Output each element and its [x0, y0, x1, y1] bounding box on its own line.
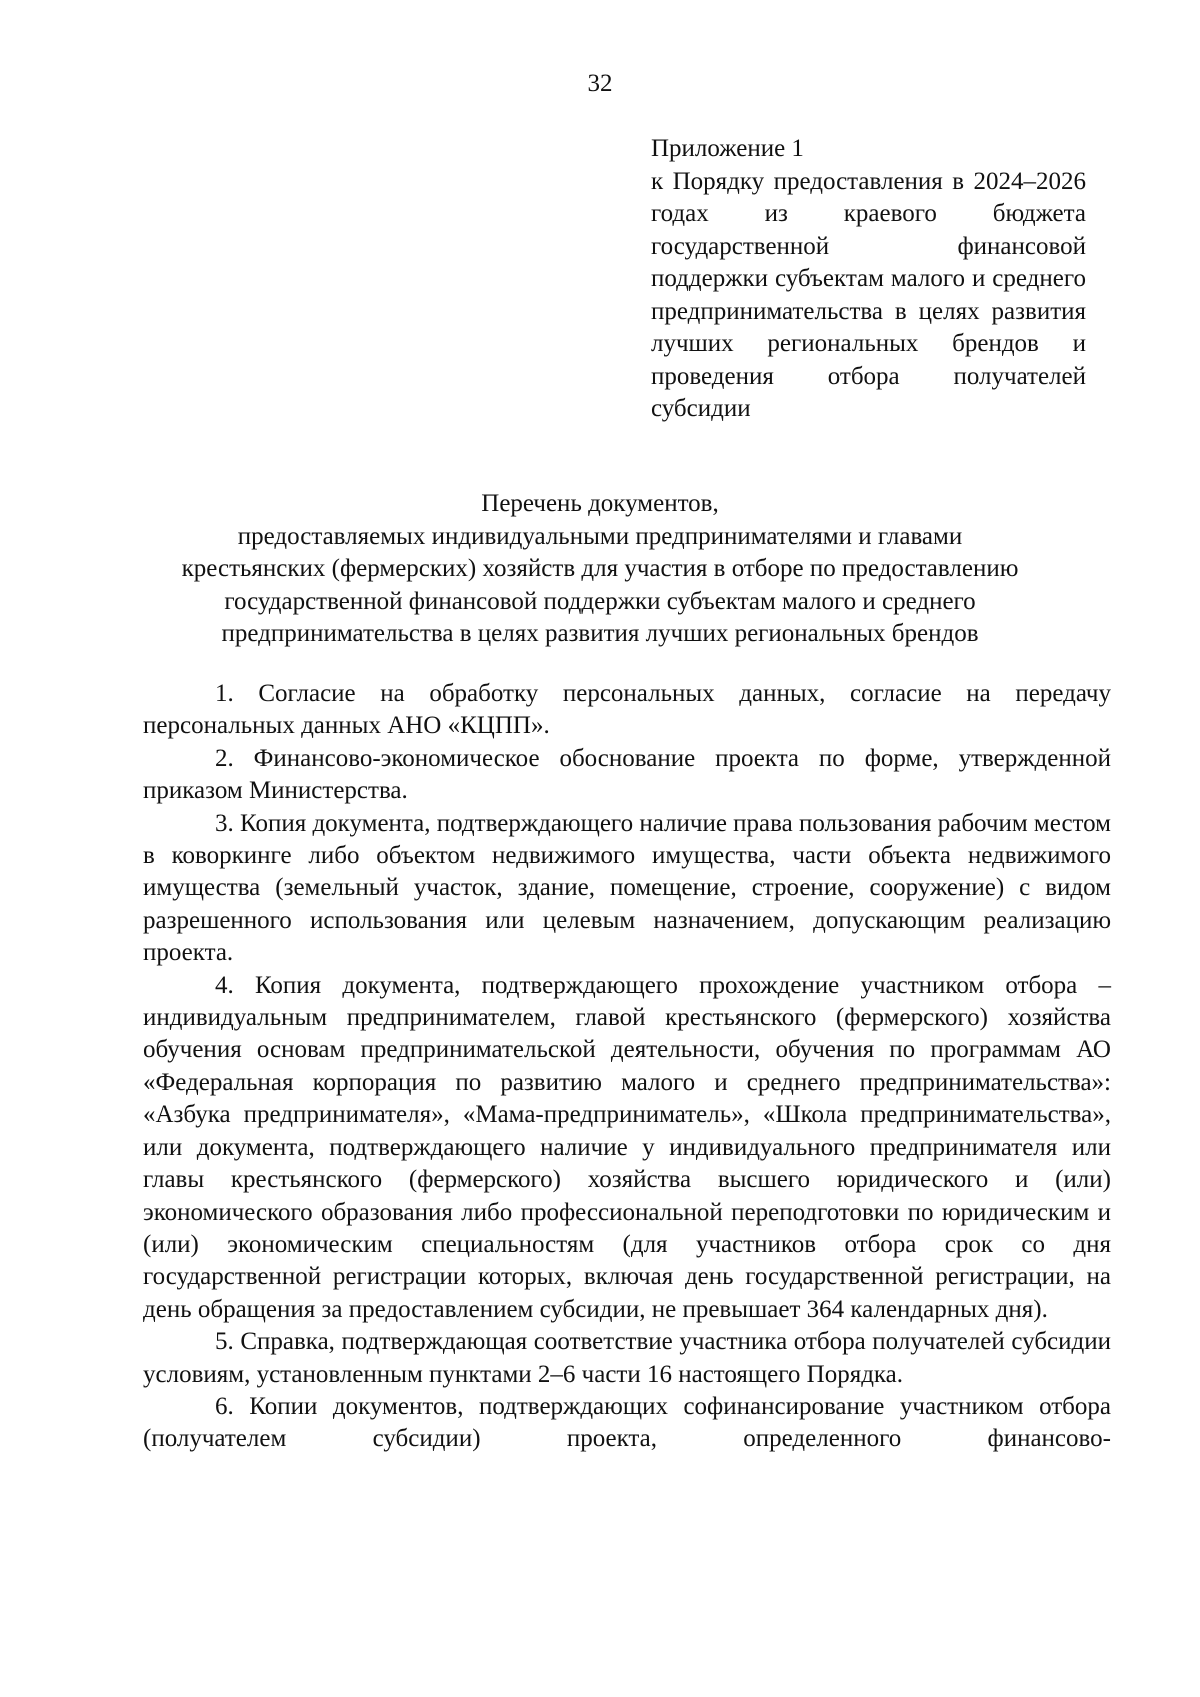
title-line-3: крестьянских (фермерских) хозяйств для участия в отборе по предоставлению: [181, 555, 1019, 582]
document-title: [130, 488, 1070, 651]
title-line-5: предпринимательства в целях развития лучших региональных брендов: [221, 620, 979, 647]
list-item-6: 6. Копии документов, подтверждающих софинансирование участником отбора (получателем субсидии) проекта, определенного финансово-: [143, 1392, 1111, 1453]
list-item-2: 2. Финансово-экономическое обоснование проекта по форме, утвержденной приказом Министерства.: [143, 744, 1111, 805]
appendix-label: Приложение 1: [651, 135, 804, 162]
appendix-text: к Порядку предоставления в 2024–2026 годах из краевого бюджета государственной финансовой поддержки субъектам малого и среднего предпринимательства в целях развития лучших региональных брендов и проведения отбора получателей субсидии: [651, 167, 1086, 422]
list-item-4: 4. Копия документа, подтверждающего прохождение участником отбора – индивидуальным предпринимателем, главой крестьянского (фермерского) хозяйства обучения основам предпринимательской деятельности, обучения по программам АО «Федеральная корпорация по развитию малого и среднего предпринимательства»: «Азбука предпринимателя», «Мама-предприниматель», «Школа предпринимательства», или документа, подтверждающего наличие у индивидуального предпринимателя или главы крестьянского (фермерского) хозяйства высшего юридического и (или) экономического образования либо профессиональной переподготовки по юридическим и (или) экономическим специальностям (для участников отбора срок со дня государственной регистрации которых, включая день государственной регистрации, на день обращения за предоставлением субсидии, не превышает 364 календарных дня).: [143, 971, 1111, 1323]
title-line-4: государственной финансовой поддержки субъектам малого и среднего: [224, 587, 976, 615]
appendix-header: [651, 133, 1086, 426]
title-line-2: предоставляемых индивидуальными предпринимателями и главами: [237, 522, 963, 550]
title-line-1: Перечень документов,: [481, 490, 719, 517]
page-number: 32: [587, 70, 613, 97]
document-list: [143, 678, 1111, 1456]
list-item-1: 1. Согласие на обработку персональных данных, согласие на передачу персональных данных АНО «КЦПП».: [143, 680, 1111, 740]
list-item-3: 3. Копия документа, подтверждающего наличие права пользования рабочим местом в коворкинге либо объектом недвижимого имущества, части объекта недвижимого имущества (земельный участок, здание, помещение, строение, сооружение) с видом разрешенного использования или целевым назначением, допускающим реализацию проекта.: [143, 809, 1111, 967]
list-item-5: 5. Справка, подтверждающая соответствие участника отбора получателей субсидии условиям, установленным пунктами 2–6 части 16 настоящего Порядка.: [143, 1328, 1111, 1388]
